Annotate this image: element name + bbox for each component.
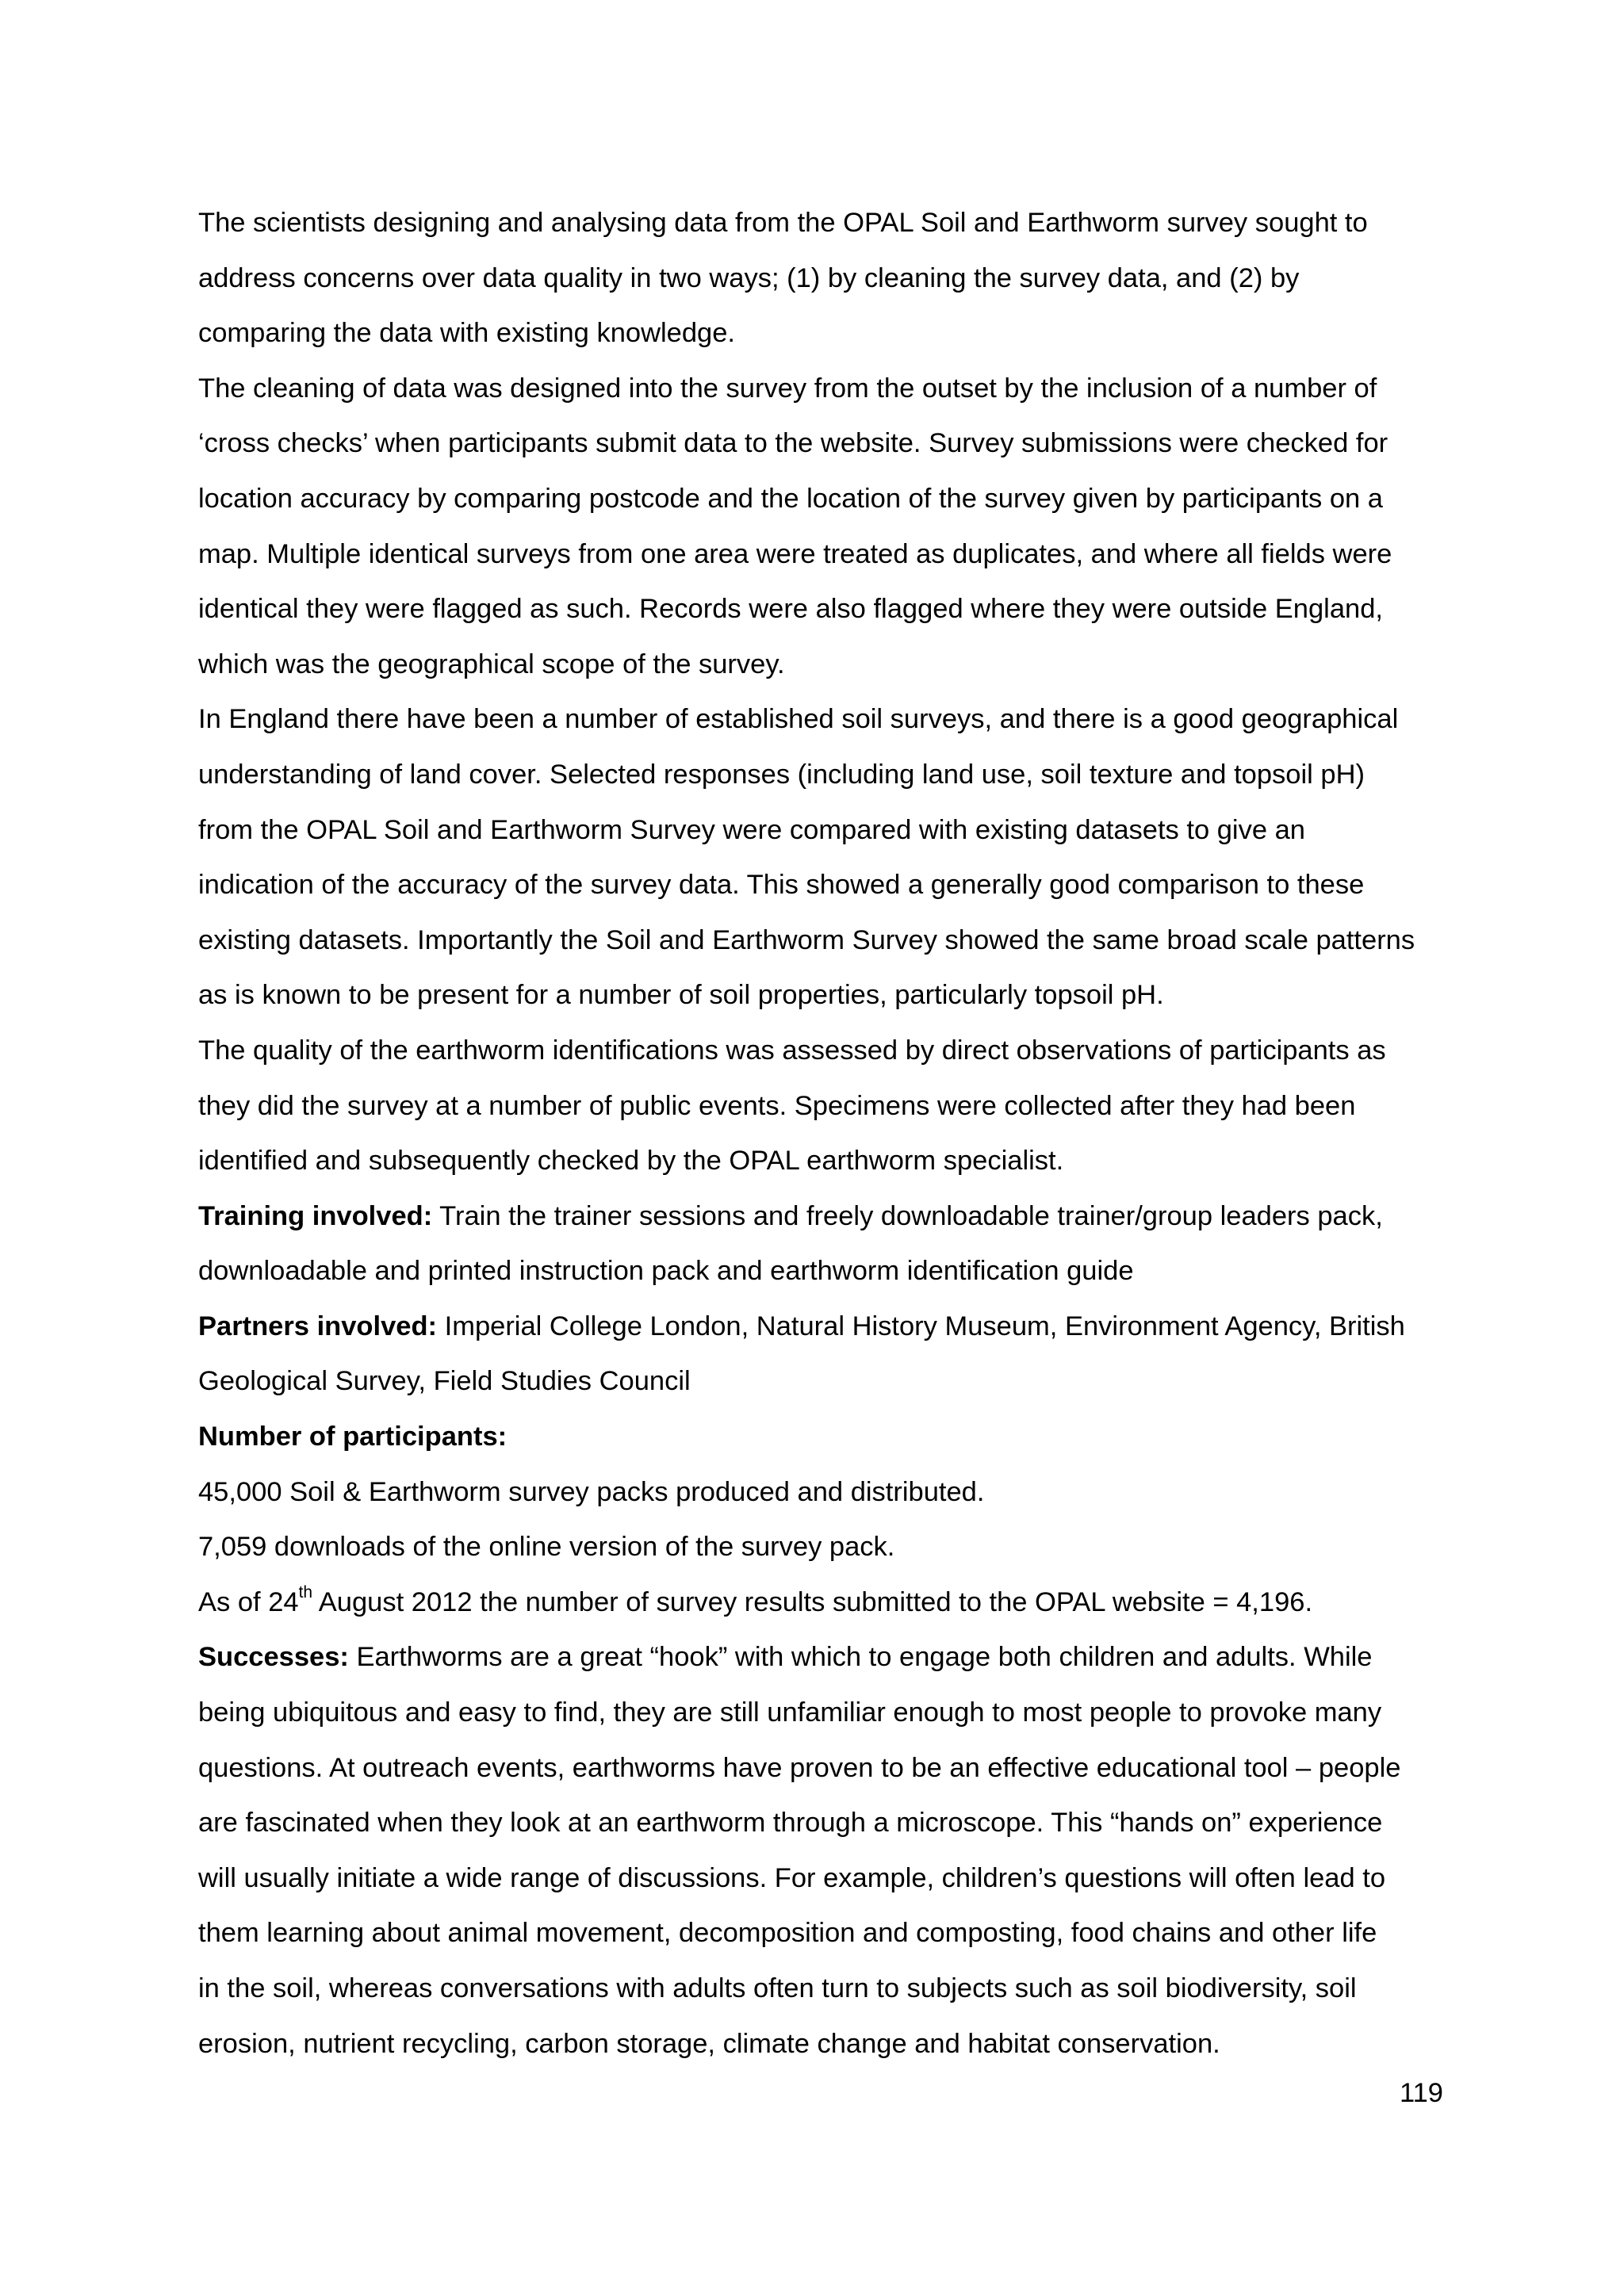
text-line: 45,000 Soil & Earthworm survey packs produced and distributed. — [198, 1476, 985, 1507]
paragraph-data-cleaning — [198, 362, 1443, 693]
text-line: from the OPAL Soil and Earthworm Survey were compared with existing datasets to give an — [198, 814, 1305, 845]
paragraph-data-quality — [198, 196, 1443, 362]
text-line: they did the survey at a number of public events. Specimens were collected after they had been — [198, 1090, 1356, 1121]
text-line: Geological Survey, Field Studies Council — [198, 1366, 691, 1397]
partners-label: Partners involved: — [198, 1311, 438, 1341]
section-training — [198, 1189, 1443, 1299]
text-line: comparing the data with existing knowledge. — [198, 318, 735, 349]
text-line: The scientists designing and analysing data from the OPAL Soil and Earthworm survey sought to — [198, 208, 1368, 238]
paragraph-comparison — [198, 692, 1443, 1024]
text-line: which was the geographical scope of the survey. — [198, 649, 785, 679]
text-line — [198, 1410, 1443, 1465]
training-label: Training involved: — [198, 1200, 433, 1231]
section-partners — [198, 1299, 1443, 1410]
text-line — [198, 1299, 1443, 1355]
text-line: being ubiquitous and easy to find, they are still unfamiliar enough to most people to provoke many — [198, 1697, 1382, 1728]
text-line: identified and subsequently checked by the OPAL earthworm specialist. — [198, 1146, 1064, 1177]
participants-label: Number of participants: — [198, 1422, 508, 1452]
text-line — [198, 1189, 1443, 1245]
text-line: them learning about animal movement, decomposition and composting, food chains and other life — [198, 1918, 1377, 1949]
text-line: erosion, nutrient recycling, carbon storage, climate change and habitat conservation. — [198, 2028, 1220, 2059]
document-body — [198, 196, 1443, 2072]
text-line: in the soil, whereas conversations with adults often turn to subjects such as soil biodiversity, soil — [198, 1973, 1357, 2003]
text-line: existing datasets. Importantly the Soil and Earthworm Survey showed the same broad scale patterns — [198, 924, 1415, 955]
text-line: indication of the accuracy of the survey data. This showed a generally good comparison to these — [198, 870, 1365, 901]
section-successes — [198, 1630, 1443, 2072]
text-line — [198, 1575, 1443, 1631]
text-line: will usually initiate a wide range of discussions. For example, children’s questions will often lead to — [198, 1862, 1386, 1893]
text-line: The quality of the earthworm identifications was assessed by direct observations of participants as — [198, 1035, 1386, 1066]
text-line: ‘cross checks’ when participants submit data to the website. Survey submissions were checked for — [198, 428, 1388, 459]
text-line: understanding of land cover. Selected responses (including land use, soil texture and topsoil pH) — [198, 759, 1365, 790]
text-line: The cleaning of data was designed into the survey from the outset by the inclusion of a number of — [198, 373, 1377, 404]
text-line: are fascinated when they look at an earthworm through a microscope. This “hands on” experience — [198, 1808, 1383, 1839]
page-number: 119 — [1399, 2078, 1443, 2108]
text-line — [198, 1630, 1443, 1686]
text-line: as is known to be present for a number of soil properties, particularly topsoil pH. — [198, 980, 1164, 1011]
text-line: map. Multiple identical surveys from one area were treated as duplicates, and where all fields were — [198, 538, 1392, 569]
text-line: downloadable and printed instruction pack and earthworm identification guide — [198, 1256, 1134, 1287]
successes-label: Successes: — [198, 1642, 349, 1673]
text-line: address concerns over data quality in two ways; (1) by cleaning the survey data, and (2) by — [198, 262, 1300, 293]
text-line: location accuracy by comparing postcode and the location of the survey given by participants on a — [198, 483, 1383, 514]
partners-text: Imperial College London, Natural History Museum, Environment Agency, British — [437, 1311, 1405, 1341]
text-line: identical they were flagged as such. Records were also flagged where they were outside England, — [198, 594, 1383, 625]
ordinal-suffix: th — [298, 1583, 313, 1602]
paragraph-identification-quality — [198, 1024, 1443, 1189]
successes-text: Earthworms are a great “hook” with which to engage both children and adults. While — [348, 1642, 1373, 1673]
participants-results-text: August 2012 the number of survey results submitted to the OPAL website = 4,196. — [312, 1586, 1313, 1617]
text-line: 7,059 downloads of the online version of the survey pack. — [198, 1532, 895, 1563]
participants-date-prefix: As of 24 — [198, 1586, 299, 1617]
text-line: questions. At outreach events, earthworms have proven to be an effective educational tool – people — [198, 1752, 1401, 1783]
training-text: Train the trainer sessions and freely downloadable trainer/group leaders pack, — [432, 1200, 1383, 1231]
section-participants — [198, 1410, 1443, 1630]
text-line: In England there have been a number of established soil surveys, and there is a good geographical — [198, 704, 1399, 735]
